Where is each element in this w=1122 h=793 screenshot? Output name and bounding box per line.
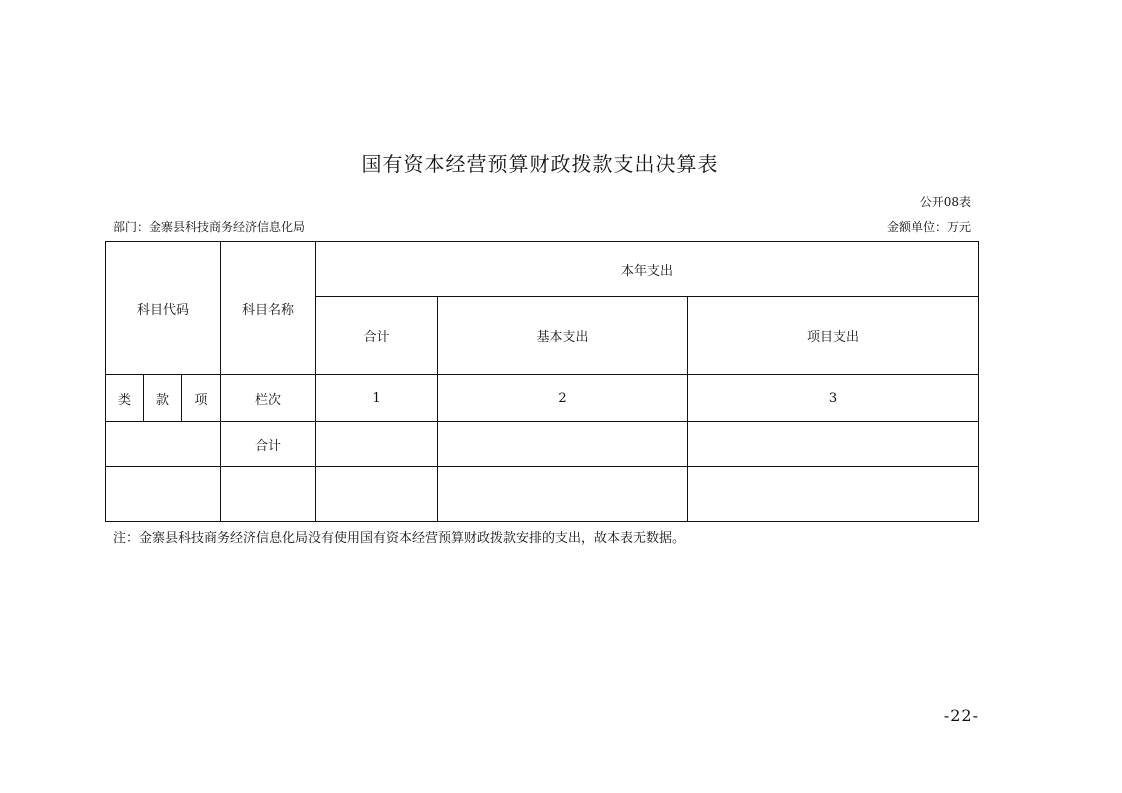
total-row-sum	[316, 422, 438, 467]
empty-row	[106, 467, 979, 522]
footnote: 注：金寨县科技商务经济信息化局没有使用国有资本经营预算财政拨款安排的支出，故本表无数据。	[113, 531, 686, 546]
page-title: 国有资本经营预算财政拨款支出决算表	[361, 152, 719, 176]
header-row-1	[106, 242, 979, 297]
code-item: 项	[182, 375, 221, 422]
total-row-basic	[438, 422, 688, 467]
amount-unit-label: 金额单位：万元	[886, 220, 971, 234]
total-row-code	[106, 422, 221, 467]
department-label: 部门：金寨县科技商务经济信息化局	[113, 220, 306, 234]
budget-table	[105, 241, 979, 522]
header-year-expense: 本年支出	[316, 242, 979, 297]
header-project-expense: 项目支出	[688, 297, 979, 375]
row-index-label: 栏次	[221, 375, 316, 422]
total-label: 合计	[221, 422, 316, 467]
code-section: 款	[144, 375, 182, 422]
header-subject-name: 科目名称	[221, 242, 316, 375]
total-row	[106, 422, 979, 467]
column-number-2: 2	[438, 375, 688, 422]
empty-row-project	[688, 467, 979, 522]
header-subject-code: 科目代码	[106, 242, 221, 375]
total-row-project	[688, 422, 979, 467]
column-number-3: 3	[688, 375, 979, 422]
empty-row-code	[106, 467, 221, 522]
header-basic-expense: 基本支出	[438, 297, 688, 375]
column-index-row	[106, 375, 979, 422]
column-number-1: 1	[316, 375, 438, 422]
empty-row-sum	[316, 467, 438, 522]
page-number: -22-	[943, 706, 979, 725]
code-category: 类	[106, 375, 144, 422]
empty-row-name	[221, 467, 316, 522]
empty-row-basic	[438, 467, 688, 522]
header-total: 合计	[316, 297, 438, 375]
form-code: 公开08表	[919, 195, 971, 209]
